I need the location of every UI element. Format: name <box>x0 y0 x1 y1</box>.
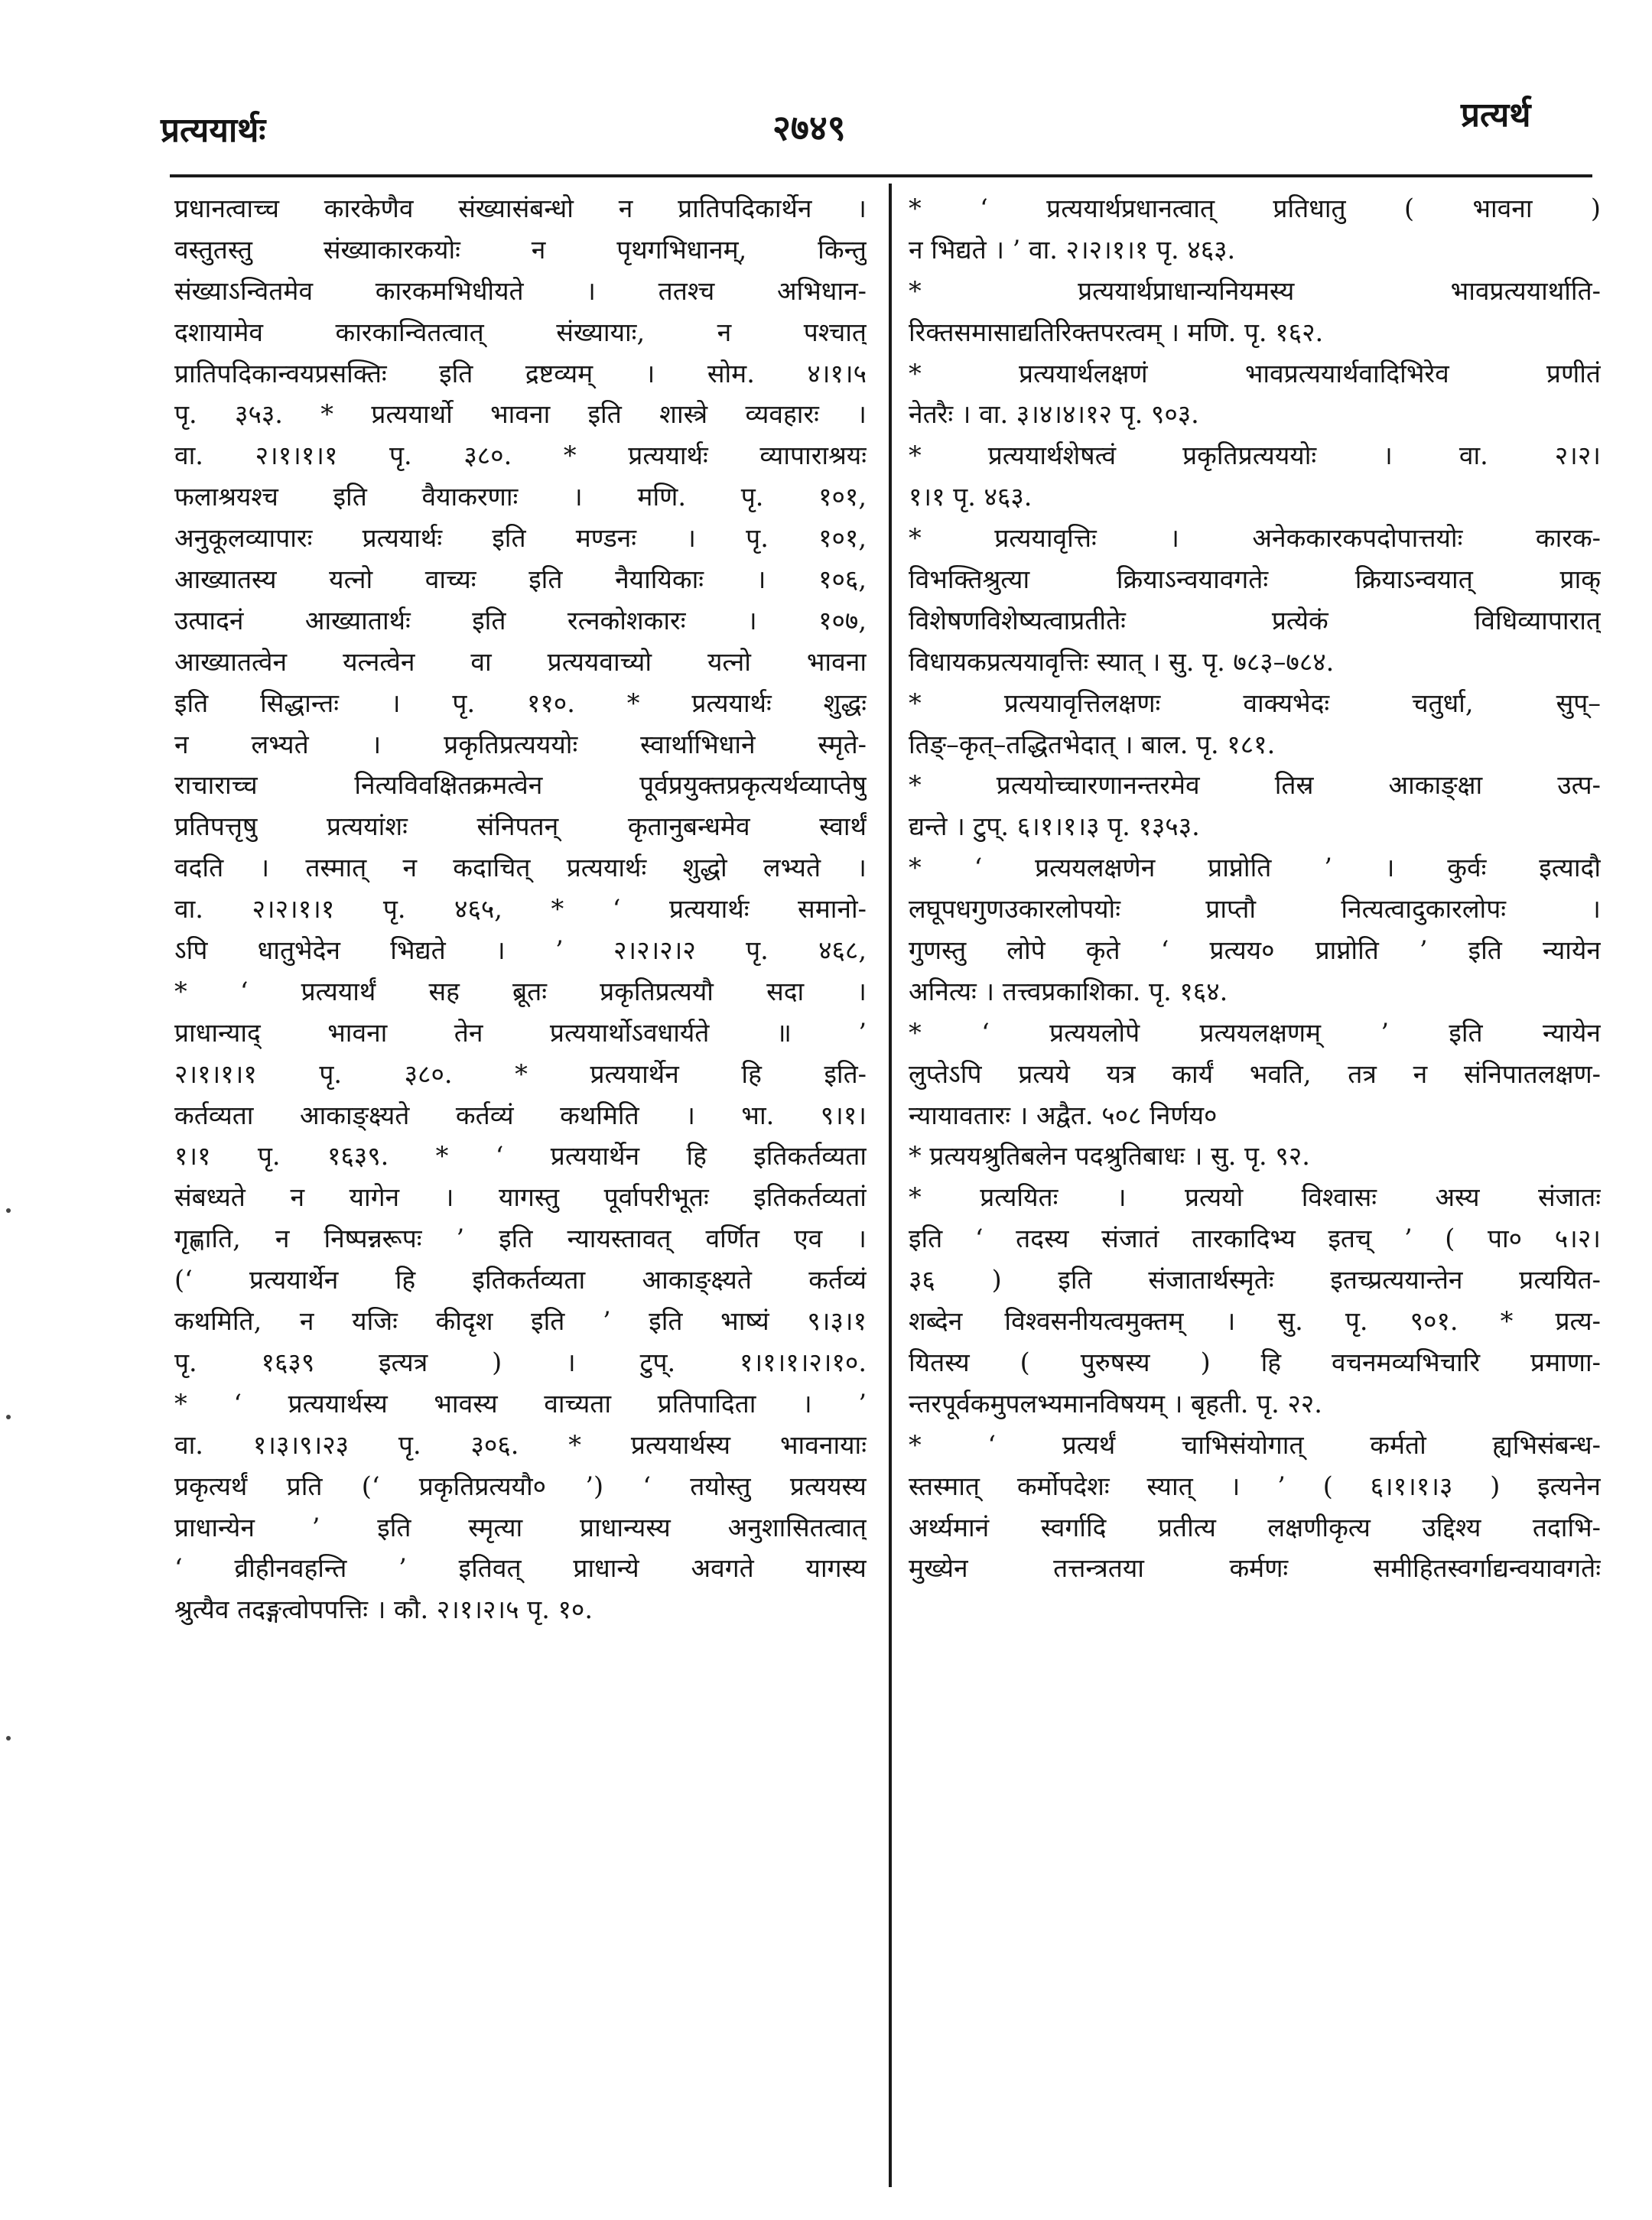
text-line: इति सिद्धान्तः । पृ. ११०. * प्रत्ययार्थः शुद्धः <box>174 687 867 718</box>
text-line: राचाराच्च नित्यविवक्षितक्रमत्वेन पूर्वप्रयुक्तप्रकृत्यर्थव्याप्तेषु <box>174 770 867 801</box>
text-line: लुप्तेऽपि प्रत्यये यत्र कार्यं भवति, तत्र न संनिपातलक्षण- <box>909 1058 1601 1089</box>
text-line: स्तस्मात् कर्मोपदेशः स्यात् । ’ ( ६।१।१।३ ) इत्यनेन <box>909 1471 1601 1501</box>
text-line: कर्तव्यता आकाङ्क्ष्यते कर्तव्यं कथमिति । भा. ९।१। <box>174 1100 867 1130</box>
text-line: कथमिति, न यजिः कीदृश इति ’ इति भाष्यं ९।३।१ <box>174 1306 867 1337</box>
left-column <box>174 188 867 1630</box>
text-line: अनित्यः । तत्त्वप्रकाशिका. पृ. १६४. <box>909 976 1228 1006</box>
margin-mark <box>6 1415 11 1419</box>
text-line: दशायामेव कारकान्वितत्वात् संख्यायाः, न पश्चात् <box>174 317 867 347</box>
text-line: प्रतिपत्तृषु प्रत्ययांशः संनिपतन् कृतानुबन्धमेव स्वार्थं <box>174 811 867 842</box>
margin-mark <box>6 1736 11 1741</box>
text-line: * प्रत्ययोच्चारणानन्तरमेव तिस्र आकाङ्क्षा उत्प- <box>909 770 1601 801</box>
text-line: प्राधान्याद् भावना तेन प्रत्ययार्थोऽवधार्यते ॥ ’ <box>174 1017 867 1048</box>
text-line: * प्रत्ययावृत्तिः । अनेककारकपदोपात्तयोः कारक- <box>909 523 1601 554</box>
text-line: उत्पादनं आख्यातार्थः इति रत्नकोशकारः । १०७, <box>174 605 867 635</box>
text-line: तिङ्–कृत्–तद्धितभेदात् । बाल. पृ. १८१. <box>909 729 1276 759</box>
text-line: संख्याऽन्वितमेव कारकमभिधीयते । ततश्च अभिधान- <box>174 275 867 306</box>
text-line: न्तरपूर्वकमुपलभ्यमानविषयम् । बृहती. पृ. २२. <box>909 1388 1322 1419</box>
text-line: * प्रत्ययश्रुतिबलेन पदश्रुतिबाधः । सु. पृ. ९२. <box>909 1141 1310 1172</box>
text-line: न लभ्यते । प्रकृतिप्रत्यययोः स्वार्थाभिधाने स्मृते- <box>174 729 867 759</box>
text-line: लघूपधगुणउकारलोपयोः प्राप्तौ नित्यत्वादुकारलोपः । <box>909 894 1601 925</box>
text-line: प्राधान्येन ’ इति स्मृत्या प्राधान्यस्य अनुशासितत्वात् <box>174 1512 867 1542</box>
text-line: विधायकप्रत्ययावृत्तिः स्यात् । सु. पृ. ७८३–७८४. <box>909 646 1335 677</box>
column-divider <box>889 184 892 2187</box>
text-line: * ‘ प्रत्ययलक्षणेन प्राप्नोति ’ । कुर्वः इत्यादौ <box>909 853 1601 883</box>
text-line: विभक्तिश्रुत्या क्रियाऽन्वयावगतेः क्रियाऽन्वयात् प्राक् <box>909 564 1601 595</box>
text-line: २।१।१।१ पृ. ३८०. * प्रत्ययार्थेन हि इति- <box>174 1058 867 1089</box>
text-line: शब्देन विश्वसनीयत्वमुक्तम् । सु. पृ. ९०१. * प्रत्य- <box>909 1306 1601 1337</box>
text-line: प्रकृत्यर्थं प्रति (‘ प्रकृतिप्रत्ययौ० ’) ‘ तयोस्तु प्रत्ययस्य <box>174 1471 867 1501</box>
text-line: * ‘ प्रत्ययलोपे प्रत्ययलक्षणम् ’ इति न्यायेन <box>909 1017 1601 1048</box>
text-line: ३६ ) इति संजातार्थस्मृतेः इतच्प्रत्ययान्तेन प्रत्ययित- <box>909 1265 1601 1295</box>
text-line: वदति । तस्मात् न कदाचित् प्रत्ययार्थः शुद्धो लभ्यते । <box>174 853 867 883</box>
text-line: * ‘ प्रत्ययार्थं सह ब्रूतः प्रकृतिप्रत्ययौ सदा । <box>174 976 867 1006</box>
text-line: इति ‘ तदस्य संजातं तारकादिभ्य इतच् ’ ( पा० ५।२। <box>909 1224 1601 1254</box>
header-rule <box>170 174 1592 177</box>
text-line: विशेषणविशेष्यत्वाप्रतीतेः प्रत्येकं विधिव्यापारात् <box>909 605 1601 635</box>
text-line: द्यन्ते । टुप्. ६।१।१।३ पृ. १३५३. <box>909 811 1200 842</box>
text-line: फलाश्रयश्च इति वैयाकरणाः । मणि. पृ. १०१, <box>174 482 867 512</box>
text-line: आख्यातस्य यत्नो वाच्यः इति नैयायिकाः । १०६, <box>174 564 867 595</box>
text-line: अर्थ्यमानं स्वर्गादि प्रतीत्य लक्षणीकृत्य उद्दिश्य तदाभि- <box>909 1512 1601 1542</box>
text-line: * ‘ प्रत्यर्थं चाभिसंयोगात् कर्मतो ह्यभिसंबन्ध- <box>909 1429 1601 1460</box>
text-line: १।१ पृ. ४६३. <box>909 482 1032 512</box>
text-line: ऽपि धातुभेदेन भिद्यते । ’ २।२।२।२ पृ. ४६८, <box>174 935 867 966</box>
header-left-headword: प्रत्ययार्थः <box>161 111 266 150</box>
text-line: ‘ व्रीहीनवहन्ति ’ इतिवत् प्राधान्ये अवगते यागस्य <box>174 1553 867 1584</box>
text-line: * प्रत्ययावृत्तिलक्षणः वाक्यभेदः चतुर्धा, सुप्– <box>909 687 1601 718</box>
text-line: पृ. ३५३. * प्रत्ययार्थो भावना इति शास्त्रे व्यवहारः । <box>174 399 867 430</box>
page-number: २७४९ <box>772 107 846 148</box>
text-line: * प्रत्ययितः । प्रत्ययो विश्वासः अस्य संजातः <box>909 1182 1601 1213</box>
text-line: श्रुत्यैव तदङ्गत्वोपपत्तिः । कौ. २।१।२।५ पृ. १०. <box>174 1594 593 1625</box>
text-line: नेतरैः । वा. ३।४।४।१२ पृ. ९०३. <box>909 399 1199 430</box>
margin-mark <box>6 1208 11 1213</box>
text-line: गुणस्तु लोपे कृते ‘ प्रत्यय० प्राप्नोति ’ इति न्यायेन <box>909 935 1601 966</box>
text-line: वस्तुतस्तु संख्याकारकयोः न पृथगभिधानम्, किन्तु <box>174 234 867 265</box>
text-line: वा. २।२।१।१ पृ. ४६५, * ‘ प्रत्ययार्थः समानो- <box>174 894 867 925</box>
text-line: अनुकूलव्यापारः प्रत्ययार्थः इति मण्डनः । पृ. १०१, <box>174 523 867 554</box>
text-line: यितस्य ( पुरुषस्य ) हि वचनमव्यभिचारि प्रमाणा- <box>909 1347 1601 1377</box>
text-line: संबध्यते न यागेन । यागस्तु पूर्वापरीभूतः इतिकर्तव्यतां <box>174 1182 867 1213</box>
text-line: गृह्णाति, न निष्पन्नरूपः ’ इति न्यायस्तावत् वर्णित एव । <box>174 1224 867 1254</box>
text-line: * प्रत्ययार्थशेषत्वं प्रकृतिप्रत्यययोः । वा. २।२। <box>909 440 1601 471</box>
text-line: वा. २।१।१।१ पृ. ३८०. * प्रत्ययार्थः व्यापाराश्रयः <box>174 440 867 471</box>
text-line: * ‘ प्रत्ययार्थप्रधानत्वात् प्रतिधातु ( भावना ) <box>909 193 1601 223</box>
text-line: * ‘ प्रत्ययार्थस्य भावस्य वाच्यता प्रतिपादिता । ’ <box>174 1388 867 1419</box>
text-line: न भिद्यते । ’ वा. २।२।१।१ पृ. ४६३. <box>909 234 1236 265</box>
text-line: आख्यातत्वेन यत्नत्वेन वा प्रत्ययवाच्यो यत्नो भावना <box>174 646 867 677</box>
right-column <box>909 188 1601 1589</box>
text-line: प्रातिपदिकान्वयप्रसक्तिः इति द्रष्टव्यम् । सोम. ४।१।५ <box>174 358 867 388</box>
text-line: (‘ प्रत्ययार्थेन हि इतिकर्तव्यता आकाङ्क्ष्यते कर्तव्यं <box>174 1265 867 1295</box>
text-line: रिक्तसमासाद्यतिरिक्तपरत्वम् । मणि. पृ. १६२. <box>909 317 1324 347</box>
text-line: वा. १।३।९।२३ पृ. ३०६. * प्रत्ययार्थस्य भावनायाः <box>174 1429 867 1460</box>
text-line: १।१ पृ. १६३९. * ‘ प्रत्ययार्थेन हि इतिकर्तव्यता <box>174 1141 867 1172</box>
text-line: * प्रत्ययार्थलक्षणं भावप्रत्ययार्थवादिभिरेव प्रणीतं <box>909 358 1601 388</box>
text-line: प्रधानत्वाच्च कारकेणैव संख्यासंबन्धो न प्रातिपदिकार्थेन । <box>174 193 867 223</box>
text-line: न्यायावतारः । अद्वैत. ५०८ निर्णय० <box>909 1100 1218 1130</box>
text-line: मुख्येन तत्तन्त्रतया कर्मणः समीहितस्वर्गाद्यन्वयावगतेः <box>909 1553 1601 1584</box>
text-line: पृ. १६३९ इत्यत्र ) । टुप्. १।१।१।२।१०. <box>174 1347 867 1377</box>
header-right-headword: प्रत्यर्थ <box>1461 96 1531 135</box>
text-line: * प्रत्ययार्थप्राधान्यनियमस्य भावप्रत्ययार्थाति- <box>909 275 1601 306</box>
